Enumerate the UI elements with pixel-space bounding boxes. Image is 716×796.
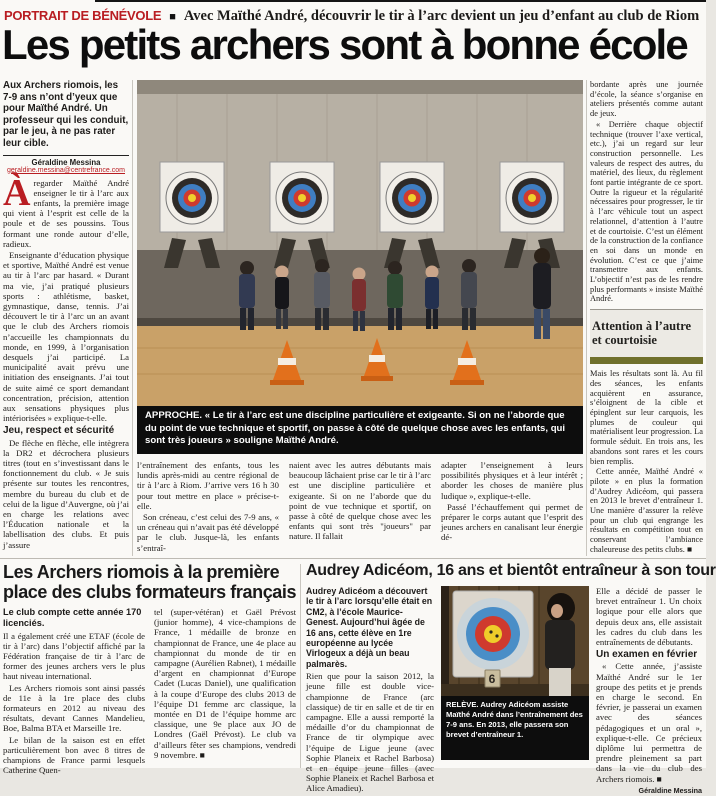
paragraph: adapter l’enseignement à leurs possibilités physiques et à leur intérêt ; aborder les choses de manière plus ludique », explique-t-elle. [441,460,583,501]
paragraph: Cette année, Maïthé André « pilote » en plus la formation d’Audrey Adicéom, qui passera en 2013 le brevet d’entraîneur 1. Une manière d’assurer la relève pour un club qui engrange les résultats en compétition tout en conservant l’ambiance chaleureuse des petits clubs. ■ [590,467,703,554]
paragraph: naient avec les autres débutants mais beaucoup lâchaient prise car le tir à l’arc est une discipline particulière et exigeante. Si on ne l’aborde que du point de vue technique et sportif, on passe à côté de quelque chose avec les enfants qui sont très "joueurs" par nature. Il fallait [289,460,431,542]
column-rule [586,80,587,556]
pull-quote-text: Attention à l’autre et courtoisie [592,319,692,348]
caption-lead: APPROCHE. [145,410,203,421]
subhead-jeu-respect: Jeu, respect et sécurité [3,425,115,437]
paragraph: Mais les résultats sont là. Au fil des séances, les enfants acquièrent en assurance, s’éloignent de la cible et épinglent sur leur carquois, les plumes de couleur qui matérialisent leur progression. La formule séduit. En trois ans, les abandons sont rares et les cours bien remplis. [590,369,703,466]
section-divider [0,558,706,559]
clubs-column-2 [154,607,296,760]
main-photo-caption [137,406,583,454]
paragraph: bordante après une journée d’école, la séance s’organise en ateliers présentés comme autant de jeux. [590,80,703,119]
paragraph: « Derrière chaque objectif technique (trouver l’axe vertical, etc.), j’ai un regard sur leur construction personnelle. Les valeurs de respect des autres, du matériel, des lieux, du règlement font partie intégrante de ce sport. Outre la rigueur et la régularité nécessaires pour progresser, le tir à l’arc véhicule tout un aspect relationnel, d’attention à l’autre et de courtoisie. C’est un élément de la construction de la confiance en soi dans un monde en évolution. C’est ce que j’aime transmettre aux enfants. L’objectif n’est pas de les rendre plus performants » insiste Maïthé André. [590,119,703,304]
audrey-photo [441,586,589,696]
paragraph: De flèche en flèche, elle intègrera la DR2 et décrochera plusieurs titres (tout en s’investissant dans le fonctionnement du club. « Je suis présente sur toutes les rencontres, membre du bureau du club et de celui de la ligue d’Auvergne, où j’ai en charge les relations avec l’Éducation nationale et la labellisation des clubs. Et puis j’assure [3,437,129,550]
audrey-scene-illustration [441,586,589,696]
target-face [453,591,533,677]
article-intro: Aux Archers riomois, les 7-9 ans n’ont d’yeux que pour Maïthé André. Un professeur qui les conduit, par le jeu, à ne pas rater leur cible. [3,80,129,149]
paragraph: Passé l’échauffement qui permet de préparer le corps autant que l’esprit des jeunes archers en canalisant leur énergie dé- [441,501,583,543]
gym-scene-illustration [137,80,583,406]
section-clubs-headline: Les Archers riomois à la première place des clubs formateurs français [3,562,297,602]
clubs-lead: Le club compte cette année 170 licenciés. [3,607,142,628]
kicker-text: Avec Maïthé André, découvrir le tir à l’arc devient un jeu d’enfant au club de Riom [183,8,700,24]
bottom-section-rule [300,564,301,768]
audrey-photo-caption [441,696,589,760]
byline-email: geraldine.messina@centrefrance.com [7,166,125,174]
subhead-examen: Un examen en février [596,649,698,661]
audrey-figure [545,593,575,696]
column-left [3,80,129,556]
mid-columns [137,460,583,556]
kicker-label: PORTRAIT DE BÉNÉVOLE [4,8,162,23]
main-photo [137,80,583,406]
square-bullet-icon: ■ [169,11,176,23]
section-clubs [3,562,297,776]
byline-block [3,155,129,174]
audrey-column-1 [306,586,434,794]
paragraph: Les Archers riomois sont ainsi passés de 11e à la 1re place des clubs formateurs en 2012 au niveau des résultats, devant Cannes Mandelieu, Boe, Balma BTA et Marseille 1re. [3,682,145,734]
caption-text: Audrey Adicéom assiste Maïthé André dans l’entraînement des 7-9 ans. En 2013, elle passera son brevet d’entraîneur 1. [446,700,583,739]
paragraph [3,171,129,249]
end-byline: Géraldine Messina [638,785,702,795]
paragraph: Rien que pour la saison 2012, la jeune fille est double vice-championne de France (arc classique) de tir en salle et de tir en campagne. Elle a aussi remporté la médaille d’or du championnat de France de tir olympique avec l’équipe de Ligue jeune (avec Sophie Planeix et Rachel Barbosa) et en équipe jeune filles (avec Sophie Planeix et Rachel Barbosa et Alice Amadieu). [306,671,434,794]
paragraph: Son créneau, c’est celui des 7-9 ans, « un créneau qui n’avait pas été développé par le club. Jusque-là, les enfants s’entraî- [137,512,279,553]
target-number: 6 [488,672,496,686]
paragraph: Enseignante d’éducation physique et sportive, Maïthé André est venue au tir à l’arc par hasard. « Durant ma vie, j’ai pratiqué plusieurs sports : athlétisme, basket, gymnastique, danse, tennis. J’ai découvert le tir à l’arc un an avant que le club des Archers riomois n’accueille les championnats du monde, en 1999, à l’organisation desquels j’ai participé. La municipalité avait prévu une initiation des enseignants. J’ai tout de suite aimé ce sport demandant concentration, précision, attention aux sensations physiques plus intériorisées » explique-t-elle. [3,249,129,424]
paragraph: Il a également créé une ETAF (école de tir à l’arc) dans l’objectif affiché par la Fédération française de tir à l’arc de former des jeunes archers vers le plus haut niveau international. [3,630,145,682]
paragraph: Le bilan de la saison est en effet particulièrement bon avec 8 titres de champions de France parmi lesquels Catherine Quen- [3,734,145,776]
caption-text: « Le tir à l’arc est une discipline particulière et exigeante. Si on ne l’aborde que du point de vue technique et sportif, on passe à côté de quelque chose avec les enfants, qui sont très joueurs » souligne Maïthé André. [145,410,566,447]
page-title: Les petits archers sont à bonne école [2,21,687,68]
column-rule [132,80,133,556]
section-audrey-headline: Audrey Adicéom, 16 ans et bientôt entraîneur à son tour [306,562,716,579]
paragraph: l’entraînement des enfants, tous les lundis après-midi au centre régional de tir à l’arc à Riom. J’arrive vers 16 h 30 pour tout mettre en place » précise-t-elle. [137,460,279,511]
number-plate [485,670,500,687]
main-article [0,80,706,556]
paragraph: « Cette année, j’assiste Maïthé André sur le 1er groupe des petits et je prends en charge le second. En février, je passerai un examen avec des séances pédagogiques et un oral », explique-t-elle. Ce précieux diplôme lui permettra de prendre pleinement sa part dans la vie du club des Archers riomois. ■ [596,661,702,784]
paragraph: Elle a décidé de passer le brevet entraîneur 1. Un choix logique pour elle alors que depuis deux ans, elle assistait les cadres du club dans les entraînements de débutants. [596,586,702,648]
section-audrey [306,562,716,795]
byline-name: Géraldine Messina [31,157,101,167]
mid-column-c [441,460,583,556]
audrey-column-3 [596,586,702,795]
top-rule [95,0,706,2]
paragraph: tel (super-vétéran) et Gaël Prévost (junior homme), 4 vice-champions de France, 1 médaille de bronze en championnat de France, une 4e place au championnat du monde de tir en campagne (Aurélien Rabnet), 1 médaille d’argent en championnat d’Europe Cadet (Lucas Daniel), une qualification à la coupe d’Europe des clubs 2013 de l’équipe D1 femme arc classique, la montée en D1 de l’équipe homme arc classique, une 9e place aux JO de Londres (Gaël Prévost). Le club va d’ailleurs fêter ses champions, vendredi 9 novembre. ■ [154,607,296,760]
drop-cap: À [3,171,31,214]
column-right [590,80,703,556]
pull-quote-box [590,309,703,364]
paragraph-text: regarder Maïthé André enseigner le tir à l’arc aux enfants, la première image qui vient à l’esprit est celle de la poule et de ses poussins. Tous formant une ronde autour d’elle, radieux. [3,177,129,249]
clubs-column-1 [3,607,145,776]
caption-lead: RELÈVE. [446,700,479,709]
mid-column-b [289,460,431,556]
audrey-photo-block [441,586,589,764]
mid-column-a [137,460,279,556]
audrey-lead: Audrey Adicéom a découvert le tir à l’arc lorsqu’elle était en CM2, à l’école Maurice-Genest. Aujourd’hui âgée de 16 ans, cette élève en 1re européenne au lycée Virlogeux a déjà un beau palmarès. [306,586,433,669]
